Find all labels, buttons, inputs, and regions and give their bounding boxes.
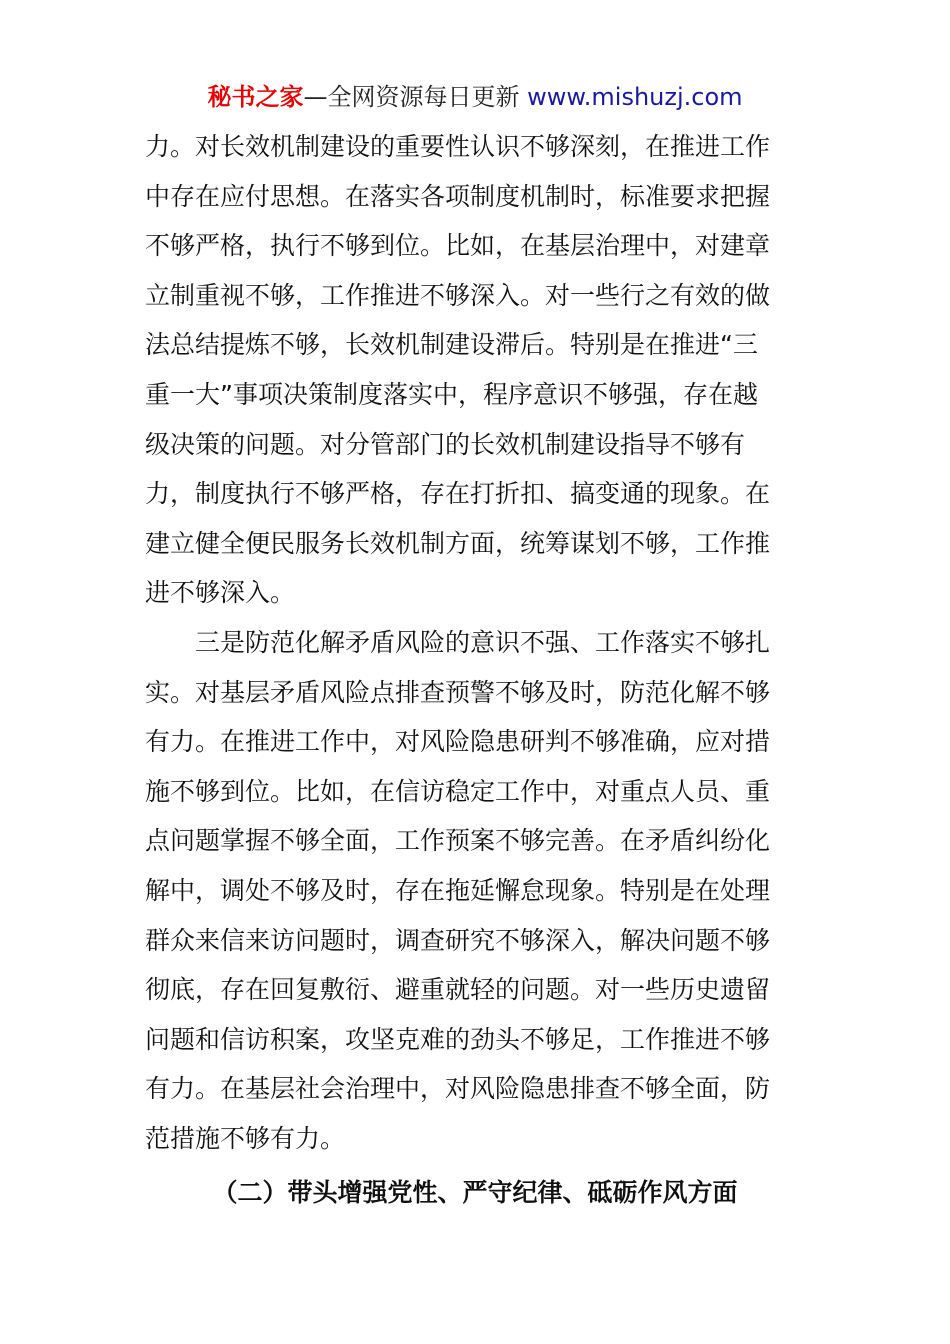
- text-line: 有力。在基层社会治理中，对风险隐患排查不够全面，防: [145, 1074, 771, 1104]
- section-heading: （二）带头增强党性、严守纪律、砥砺作风方面: [212, 1178, 738, 1207]
- text-line: 范措施不够有力。: [145, 1123, 346, 1153]
- site-tagline: —全网资源每日更新: [303, 83, 528, 111]
- text-line: 实。对基层矛盾风险点排查预警不够及时，防范化解不够: [145, 677, 771, 707]
- text-line: 有力。在推进工作中，对风险隐患研判不够准确，应对措: [145, 727, 771, 757]
- text-line: 施不够到位。比如，在信访稳定工作中，对重点人员、重: [145, 776, 771, 806]
- paragraph-first-line: 三是防范化解矛盾风险的意识不强、工作落实不够扎: [195, 627, 771, 657]
- text-line: 重一大”事项决策制度落实中，程序意识不够强，存在越: [145, 379, 758, 409]
- text-line: 群众来信来访问题时，调查研究不够深入，解决问题不够: [145, 925, 771, 955]
- text-line: 中存在应付思想。在落实各项制度机制时，标准要求把握: [145, 181, 771, 211]
- text-line: 解中，调处不够及时，存在拖延懈怠现象。特别是在处理: [145, 875, 771, 905]
- text-line: 点问题掌握不够全面，工作预案不够完善。在矛盾纠纷化: [145, 826, 771, 856]
- text-line: 建立健全便民服务长效机制方面，统筹谋划不够，工作推: [145, 528, 771, 558]
- text-line: 不够严格，执行不够到位。比如，在基层治理中，对建章: [145, 231, 771, 261]
- site-url[interactable]: www.mishuzj.com: [527, 83, 743, 111]
- text-line: 法总结提炼不够，长效机制建设滞后。特别是在推进“三: [145, 330, 758, 360]
- text-line: 问题和信访积案，攻坚克难的劲头不够足，工作推进不够: [145, 1024, 771, 1054]
- page-header: [0, 80, 950, 114]
- text-line: 立制重视不够，工作推进不够深入。对一些行之有效的做: [145, 280, 771, 310]
- text-line: 力。对长效机制建设的重要性认识不够深刻，在推进工作: [145, 132, 771, 161]
- site-brand: 秘书之家: [207, 83, 304, 111]
- text-line: 彻底，存在回复敷衍、避重就轻的问题。对一些历史遗留: [145, 975, 771, 1005]
- text-line: 力，制度执行不够严格，存在打折扣、搞变通的现象。在: [145, 479, 771, 509]
- text-line: 进不够深入。: [145, 578, 296, 608]
- text-line: 级决策的问题。对分管部门的长效机制建设指导不够有: [145, 429, 746, 459]
- document-body: [145, 122, 810, 1163]
